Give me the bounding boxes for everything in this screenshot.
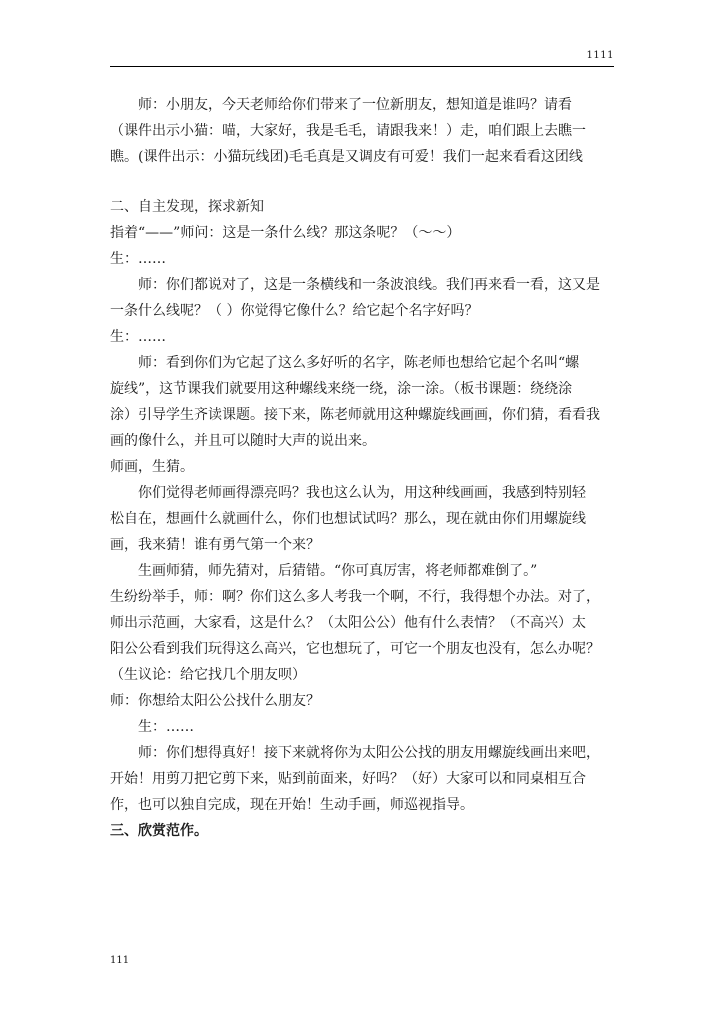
section-heading: 二、自主发现，探求新知 — [110, 199, 264, 215]
paragraph-line: 生画师猜，师先猜对，后猜错。“你可真厉害，将老师都难倒了。” — [138, 563, 538, 579]
paragraph-line: 师出示范画，大家看，这是什么？（太阳公公）他有什么表情？（不高兴）太 — [110, 615, 586, 631]
paragraph-line: 师：小朋友，今天老师给你们带来了一位新朋友，想知道是谁吗？请看 — [138, 97, 572, 113]
paragraph-line: 一条什么线呢？（ ）你觉得它像什么？给它起个名字好吗？ — [110, 303, 479, 319]
paragraph-line: （生议论：给它找几个朋友呗） — [110, 667, 306, 683]
paragraph-line: 指着“——”师问：这是一条什么线？那这条呢？（～～） — [110, 225, 461, 241]
paragraph-line: 生纷纷举手，师：啊？你们这么多人考我一个啊，不行，我得想个办法。对了， — [110, 589, 600, 605]
page-header-number: 1111 — [586, 50, 614, 61]
paragraph-line: 师：你想给太阳公公找什么朋友？ — [110, 693, 320, 709]
paragraph-gap — [110, 170, 614, 194]
paragraph-line: 师：看到你们为它起了这么多好听的名字，陈老师也想给它起个名叫“螺 — [138, 355, 580, 371]
paragraph-line: 作，也可以独自完成，现在开始！生动手画，师巡视指导。 — [110, 797, 474, 813]
paragraph-line: 生：…… — [110, 251, 166, 267]
paragraph-line: 画的像什么，并且可以随时大声的说出来。 — [110, 433, 376, 449]
paragraph-line: 松自在，想画什么就画什么，你们也想试试吗？那么，现在就由你们用螺旋线 — [110, 511, 586, 527]
paragraph-line: 开始！用剪刀把它剪下来，贴到前面来，好吗？（好）大家可以和同桌相互合 — [110, 771, 586, 787]
paragraph-line: 画，我来猜！谁有勇气第一个来？ — [110, 537, 320, 553]
section-heading: 三、欣赏范作。 — [110, 823, 208, 839]
paragraph-line: 生：…… — [138, 719, 194, 735]
paragraph-line: 阳公公看到我们玩得这么高兴，它也想玩了，可它一个朋友也没有，怎么办呢？ — [110, 641, 600, 657]
header-rule — [110, 66, 614, 67]
paragraph-line: （课件出示小猫：喵，大家好，我是毛毛，请跟我来！）走，咱们跟上去瞧一 — [110, 123, 586, 139]
paragraph-line: 生：…… — [110, 329, 166, 345]
paragraph-line: 师：你们想得真好！接下来就将你为太阳公公找的朋友用螺旋线画出来吧， — [138, 745, 600, 761]
page-footer-number: 111 — [110, 955, 130, 966]
paragraph-line: 你们觉得老师画得漂亮吗？我也这么认为，用这种线画画，我感到特别轻 — [138, 485, 586, 501]
paragraph-line: 旋线”，这节课我们就要用这种螺线来绕一绕，涂一涂。（板书课题：绕绕涂 — [110, 381, 573, 397]
paragraph-line: 瞧。(课件出示：小猫玩线团)毛毛真是又调皮有可爱！我们一起来看看这团线 — [110, 149, 583, 165]
document-body — [110, 92, 614, 844]
paragraph-line: 师：你们都说对了，这是一条横线和一条波浪线。我们再来看一看，这又是 — [138, 277, 600, 293]
paragraph-line: 涂）引导学生齐读课题。接下来，陈老师就用这种螺旋线画画，你们猜，看看我 — [110, 407, 600, 423]
paragraph-line: 师画，生猜。 — [110, 459, 194, 475]
